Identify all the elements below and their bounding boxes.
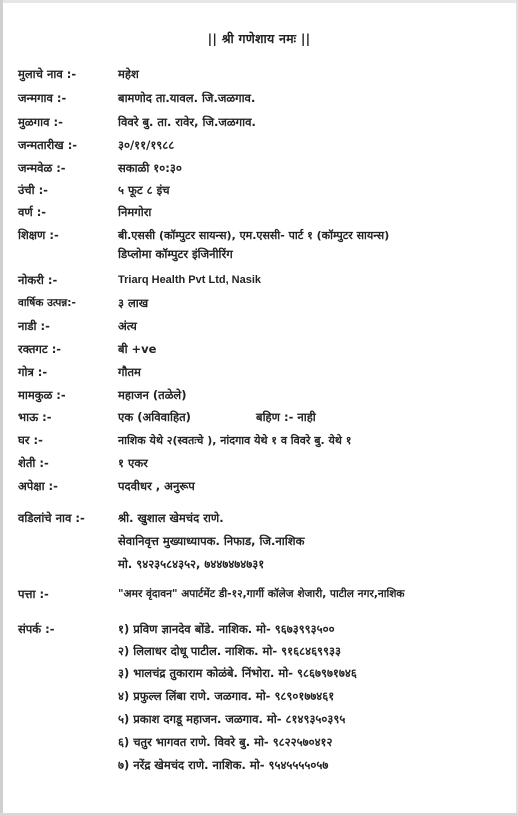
address-value: "अमर वृंदावन" अपार्टमेंट डी-१२,गार्गी कॉलेज शेजारी, पाटील नगर,नाशिक xyxy=(118,588,405,600)
row-value: बी.एससी (कॉम्पुटर सायन्स), एम.एससी- पार्ट १ (कॉम्पुटर सायन्स) xyxy=(118,229,390,242)
row-label: गोत्र :- xyxy=(18,365,48,379)
row-label: जन्मगाव :- xyxy=(18,91,67,105)
row-value: डिप्लोमा कॉम्पुटर इंजिनीरिंग xyxy=(118,247,233,261)
row-label: भाऊ :- xyxy=(18,410,52,424)
row-value-sister: बहिण :- नाही xyxy=(256,410,316,424)
row-label: मुलाचे नाव :- xyxy=(18,67,77,81)
row-label: जन्मवेळ :- xyxy=(18,161,66,175)
row-value: बी +ve xyxy=(118,342,157,356)
contact-item: ७) नरेंद्र खेमचंद राणे. नाशिक. मो- ९५४५५५५०५७ xyxy=(118,758,329,772)
contact-item: ३) भालचंद्र तुकाराम कोळंबे. निंभोरा. मो- ९८६७९७१७४६ xyxy=(118,666,357,680)
contact-item: ६) चतुर भागवत राणे. विवरे बु. मो- ९८२२५७०४१२ xyxy=(118,735,333,749)
row-label: शिक्षण :- xyxy=(18,228,59,242)
row-value: महाजन (तळेले) xyxy=(118,388,187,402)
row-label: संपर्क :- xyxy=(18,622,55,636)
contact-item: १) प्रविण ज्ञानदेव बोंडे. नाशिक. मो- ९६७३९९३५०० xyxy=(118,622,335,636)
row-value: गौतम xyxy=(118,365,141,379)
father-name: श्री. खुशाल खेमचंद राणे. xyxy=(118,511,224,525)
row-label: वडिलांचे नाव :- xyxy=(18,511,85,525)
row-value: १ एकर xyxy=(118,456,148,470)
row-label: घर :- xyxy=(18,433,43,447)
contact-item: ५) प्रकाश दगडू महाजन. जळगाव. मो- ८१४९३५०३९५ xyxy=(118,712,346,726)
row-value: ३ लाख xyxy=(118,296,149,310)
row-value: विवरे बु. ता. रावेर, जि.जळगाव. xyxy=(118,115,256,129)
row-value: निमगोरा xyxy=(118,205,152,219)
row-value: पदवीधर , अनुरूप xyxy=(118,479,195,493)
contact-item: २) लिलाधर दोधू पाटील. नाशिक. मो- ९१६८४६९९३३ xyxy=(118,644,341,658)
row-label: शेती :- xyxy=(18,456,49,470)
row-value: नाशिक येथे २(स्वतःचे ), नांदगाव येथे १ व विवरे बु. येथे १ xyxy=(118,434,352,447)
document-title: || श्री गणेशाय नमः || xyxy=(207,31,311,46)
row-value: एक (अविवाहित) xyxy=(118,410,191,424)
contact-item: ४) प्रफुल्ल लिंबा राणे. जळगाव. मो- ९८९०१७७४६१ xyxy=(118,689,335,703)
row-value: बामणोद ता.यावल. जि.जळगाव. xyxy=(118,91,256,105)
row-value: ५ फूट ८ इंच xyxy=(118,183,170,197)
row-label: मामकुळ :- xyxy=(18,388,66,402)
father-phone: मो. ९४२३५८४३५२, ७४४७४७४७३१ xyxy=(118,557,265,571)
page-left-edge xyxy=(0,0,3,816)
row-label: वर्ण :- xyxy=(18,205,47,219)
row-label: रक्तगट :- xyxy=(18,342,62,356)
row-label: नाडी :- xyxy=(18,319,50,333)
page-top-edge xyxy=(0,0,518,3)
row-value: महेश xyxy=(118,67,139,81)
row-value: Triarq Health Pvt Ltd, Nasik xyxy=(118,274,262,286)
row-label: जन्मतारीख :- xyxy=(18,138,78,152)
row-label: मुळगाव :- xyxy=(18,115,63,129)
row-label: नोकरी :- xyxy=(18,273,58,287)
row-label: पत्ता :- xyxy=(18,587,49,601)
row-value: सकाळी १०:३० xyxy=(118,161,182,175)
row-value: अंत्य xyxy=(118,319,137,333)
row-label: उंची :- xyxy=(18,183,48,197)
father-occupation: सेवानिवृत्त मुख्याध्यापक. निफाड, जि.नाशिक xyxy=(118,534,305,548)
row-value: ३०/११/१९८८ xyxy=(118,138,175,152)
row-label: वार्षिक उत्पन्न:- xyxy=(18,297,76,309)
row-label: अपेक्षा :- xyxy=(18,479,58,493)
